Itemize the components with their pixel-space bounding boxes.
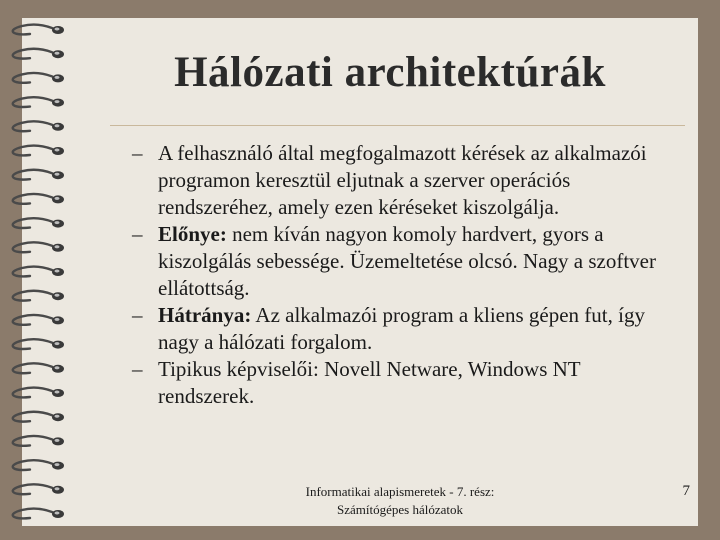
bullet-item [132, 140, 677, 221]
spiral-ring-icon [13, 121, 64, 131]
spiral-ring-icon [13, 146, 64, 156]
title-divider [110, 125, 685, 126]
spiral-ring-icon [13, 73, 64, 83]
bullet-list [132, 140, 677, 410]
spiral-ring-icon [13, 388, 64, 398]
bullet-text: Hátránya: Az alkalmazói program a kliens gépen fut, így nagy a hálózati forgalom. [158, 303, 645, 354]
bullet-dash: – [132, 357, 143, 381]
spiral-ring-icon [13, 363, 64, 373]
slide-footer [270, 483, 530, 519]
bullet-dash: – [132, 222, 143, 246]
spiral-ring-icon [13, 412, 64, 422]
bullet-prefix: Előnye: [158, 222, 227, 246]
bullet-text: Előnye: nem kíván nagyon komoly hardvert, gyors a kiszolgálás sebessége. Üzemeltetése olcsó. Nagy a szoftver ellátottság. [158, 222, 656, 300]
spiral-ring-icon [13, 218, 64, 228]
spiral-ring-icon [13, 194, 64, 204]
spiral-ring-icon [13, 484, 64, 494]
spiral-ring-icon [13, 436, 64, 446]
slide-title: Hálózati architektúrák [174, 49, 606, 96]
footer-line: Számítógépes hálózatok [337, 502, 463, 517]
spiral-ring-icon [13, 242, 64, 252]
spiral-ring-icon [13, 170, 64, 180]
spiral-ring-icon [13, 460, 64, 470]
spiral-ring-icon [13, 291, 64, 301]
bullet-dash: – [132, 303, 143, 327]
bullet-dash: – [132, 141, 143, 165]
bullet-item [132, 356, 677, 410]
bullet-text: A felhasználó által megfogalmazott kérések az alkalmazói programon keresztül eljutnak a szerver operációs rendszeréhez, amely ezen kéréseket kiszolgálja. [158, 141, 647, 219]
spiral-ring-icon [13, 315, 64, 325]
spiral-ring-icon [13, 509, 64, 519]
footer-line: Informatikai alapismeretek - 7. rész: [305, 484, 495, 499]
spiral-ring-icon [13, 25, 64, 35]
bullet-item [132, 221, 677, 302]
bullet-text: Tipikus képviselői: Novell Netware, Windows NT rendszerek. [158, 357, 581, 408]
bullet-prefix: Hátránya: [158, 303, 252, 327]
spiral-ring-icon [13, 339, 64, 349]
page-number: 7 [682, 483, 690, 499]
bullet-item [132, 302, 677, 356]
spiral-ring-icon [13, 267, 64, 277]
spiral-binding [0, 18, 80, 526]
spiral-ring-icon [13, 97, 64, 107]
spiral-ring-icon [13, 49, 64, 59]
